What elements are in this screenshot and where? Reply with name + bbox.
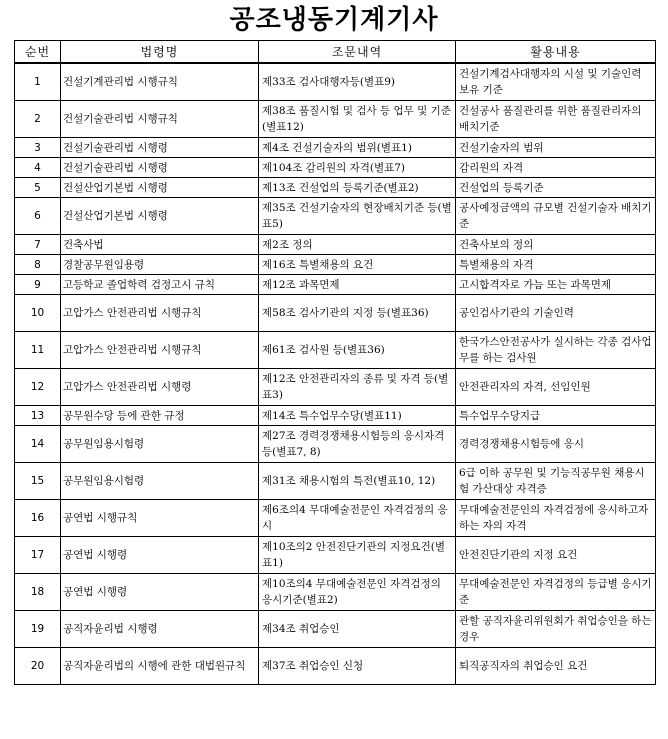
usage-cell: 건설기계검사대행자의 시설 및 기술인력 보유 기준 — [456, 63, 656, 101]
law-name-cell: 공연법 시행규칙 — [61, 500, 259, 537]
row-number: 3 — [15, 138, 61, 158]
article-cell: 제4조 건설기술자의 범위(별표1) — [259, 138, 456, 158]
law-name-cell: 건설기술관리법 시행령 — [61, 138, 259, 158]
table-body — [15, 63, 656, 685]
usage-cell: 건설업의 등록기준 — [456, 178, 656, 198]
law-name-cell: 건축사법 — [61, 235, 259, 255]
law-name-cell: 고압가스 안전관리법 시행규칙 — [61, 332, 259, 369]
table-row — [15, 648, 656, 685]
law-name-cell: 공무원수당 등에 관한 규정 — [61, 406, 259, 426]
article-cell: 제61조 검사원 등(별표36) — [259, 332, 456, 369]
row-number: 5 — [15, 178, 61, 198]
article-cell: 제14조 특수업무수당(별표11) — [259, 406, 456, 426]
law-name-cell: 공연법 시행령 — [61, 537, 259, 574]
article-cell: 제58조 검사기관의 지정 등(별표36) — [259, 295, 456, 332]
row-number: 1 — [15, 63, 61, 101]
table-header-row — [15, 41, 656, 64]
usage-cell: 퇴직공직자의 취업승인 요건 — [456, 648, 656, 685]
usage-cell: 고시합격자로 가늠 또는 과목면제 — [456, 275, 656, 295]
table-row — [15, 198, 656, 235]
usage-cell: 공인검사기관의 기술인력 — [456, 295, 656, 332]
usage-cell: 건설기술자의 범위 — [456, 138, 656, 158]
law-name-cell: 건설산업기본법 시행령 — [61, 178, 259, 198]
article-cell: 제31조 채용시험의 특전(별표10, 12) — [259, 463, 456, 500]
table-row — [15, 158, 656, 178]
row-number: 18 — [15, 574, 61, 611]
row-number: 14 — [15, 426, 61, 463]
table-row — [15, 178, 656, 198]
header-usage: 활용내용 — [456, 41, 656, 64]
article-cell: 제38조 품질시험 및 검사 등 업무 및 기준(별표12) — [259, 101, 456, 138]
article-cell: 제12조 안전관리자의 종류 및 자격 등(별표3) — [259, 369, 456, 406]
usage-cell: 관할 공직자윤리위원회가 취업승인을 하는 경우 — [456, 611, 656, 648]
article-cell: 제34조 취업승인 — [259, 611, 456, 648]
article-cell: 제10조의4 무대예술전문인 자격검정의 응시기준(별표2) — [259, 574, 456, 611]
usage-cell: 특별채용의 자격 — [456, 255, 656, 275]
table-row — [15, 63, 656, 101]
usage-cell: 무대예술전문인 자격검정의 등급별 응시기준 — [456, 574, 656, 611]
table-row — [15, 101, 656, 138]
page-title: 공조냉동기계기사 — [229, 5, 439, 35]
row-number: 16 — [15, 500, 61, 537]
article-cell: 제13조 건설업의 등록기준(별표2) — [259, 178, 456, 198]
usage-cell: 6급 이하 공무원 및 기능직공무원 채용시험 가산대상 자격증 — [456, 463, 656, 500]
article-cell: 제6조의4 무대예술전문인 자격검정의 응시 — [259, 500, 456, 537]
row-number: 19 — [15, 611, 61, 648]
article-cell: 제37조 취업승인 신청 — [259, 648, 456, 685]
law-name-cell: 공연법 시행령 — [61, 574, 259, 611]
usage-cell: 건축사보의 정의 — [456, 235, 656, 255]
law-name-cell: 고압가스 안전관리법 시행규칙 — [61, 295, 259, 332]
table-row — [15, 537, 656, 574]
table-row — [15, 574, 656, 611]
usage-cell: 경력경쟁채용시험등에 응시 — [456, 426, 656, 463]
usage-cell: 무대예술전문인의 자격검정에 응시하고자 하는 자의 자격 — [456, 500, 656, 537]
article-cell: 제12조 과목면제 — [259, 275, 456, 295]
table-row — [15, 406, 656, 426]
row-number: 6 — [15, 198, 61, 235]
article-cell: 제10조의2 안전진단기관의 지정요건(별표1) — [259, 537, 456, 574]
article-cell: 제2조 정의 — [259, 235, 456, 255]
row-number: 10 — [15, 295, 61, 332]
usage-cell: 특수업무수당지급 — [456, 406, 656, 426]
usage-cell: 한국가스안전공사가 실시하는 각종 검사업무를 하는 검사원 — [456, 332, 656, 369]
usage-cell: 공사예정금액의 규모별 건설기술자 배치기준 — [456, 198, 656, 235]
law-name-cell: 건설기계관리법 시행규칙 — [61, 63, 259, 101]
table-row — [15, 332, 656, 369]
law-name-cell: 고압가스 안전관리법 시행령 — [61, 369, 259, 406]
law-name-cell: 고등학교 졸업학력 검정고시 규칙 — [61, 275, 259, 295]
table-row — [15, 255, 656, 275]
row-number: 12 — [15, 369, 61, 406]
usage-cell: 감리원의 자격 — [456, 158, 656, 178]
table-row — [15, 500, 656, 537]
table-row — [15, 138, 656, 158]
row-number: 13 — [15, 406, 61, 426]
table-row — [15, 426, 656, 463]
row-number: 9 — [15, 275, 61, 295]
law-name-cell: 공무원임용시험령 — [61, 426, 259, 463]
law-name-cell: 건설기술관리법 시행규칙 — [61, 101, 259, 138]
row-number: 17 — [15, 537, 61, 574]
table-row — [15, 463, 656, 500]
article-cell: 제104조 감리원의 자격(별표7) — [259, 158, 456, 178]
usage-cell: 안전진단기관의 지정 요건 — [456, 537, 656, 574]
article-cell: 제33조 검사대행자등(별표9) — [259, 63, 456, 101]
table-row — [15, 369, 656, 406]
row-number: 15 — [15, 463, 61, 500]
row-number: 8 — [15, 255, 61, 275]
law-table — [14, 40, 656, 685]
usage-cell: 안전관리자의 자격, 선임인원 — [456, 369, 656, 406]
row-number: 20 — [15, 648, 61, 685]
row-number: 7 — [15, 235, 61, 255]
header-law-name: 법령명 — [61, 41, 259, 64]
usage-cell: 건설공사 품질관리를 위한 품질관리자의 배치기준 — [456, 101, 656, 138]
law-name-cell: 공무원임용시험령 — [61, 463, 259, 500]
law-name-cell: 건설산업기본법 시행령 — [61, 198, 259, 235]
header-number: 순번 — [15, 41, 61, 64]
law-name-cell: 경찰공무원임용령 — [61, 255, 259, 275]
table-row — [15, 235, 656, 255]
row-number: 4 — [15, 158, 61, 178]
law-name-cell: 건설기술관리법 시행령 — [61, 158, 259, 178]
article-cell: 제35조 건설기술자의 현장배치기준 등(별표5) — [259, 198, 456, 235]
row-number: 11 — [15, 332, 61, 369]
header-article: 조문내역 — [259, 41, 456, 64]
law-name-cell: 공직자윤리법 시행령 — [61, 611, 259, 648]
article-cell: 제16조 특별채용의 요건 — [259, 255, 456, 275]
article-cell: 제27조 경력경쟁채용시험등의 응시자격 등(별표7, 8) — [259, 426, 456, 463]
table-row — [15, 611, 656, 648]
table-row — [15, 275, 656, 295]
row-number: 2 — [15, 101, 61, 138]
table-row — [15, 295, 656, 332]
law-name-cell: 공직자윤리법의 시행에 관한 대법원규칙 — [61, 648, 259, 685]
